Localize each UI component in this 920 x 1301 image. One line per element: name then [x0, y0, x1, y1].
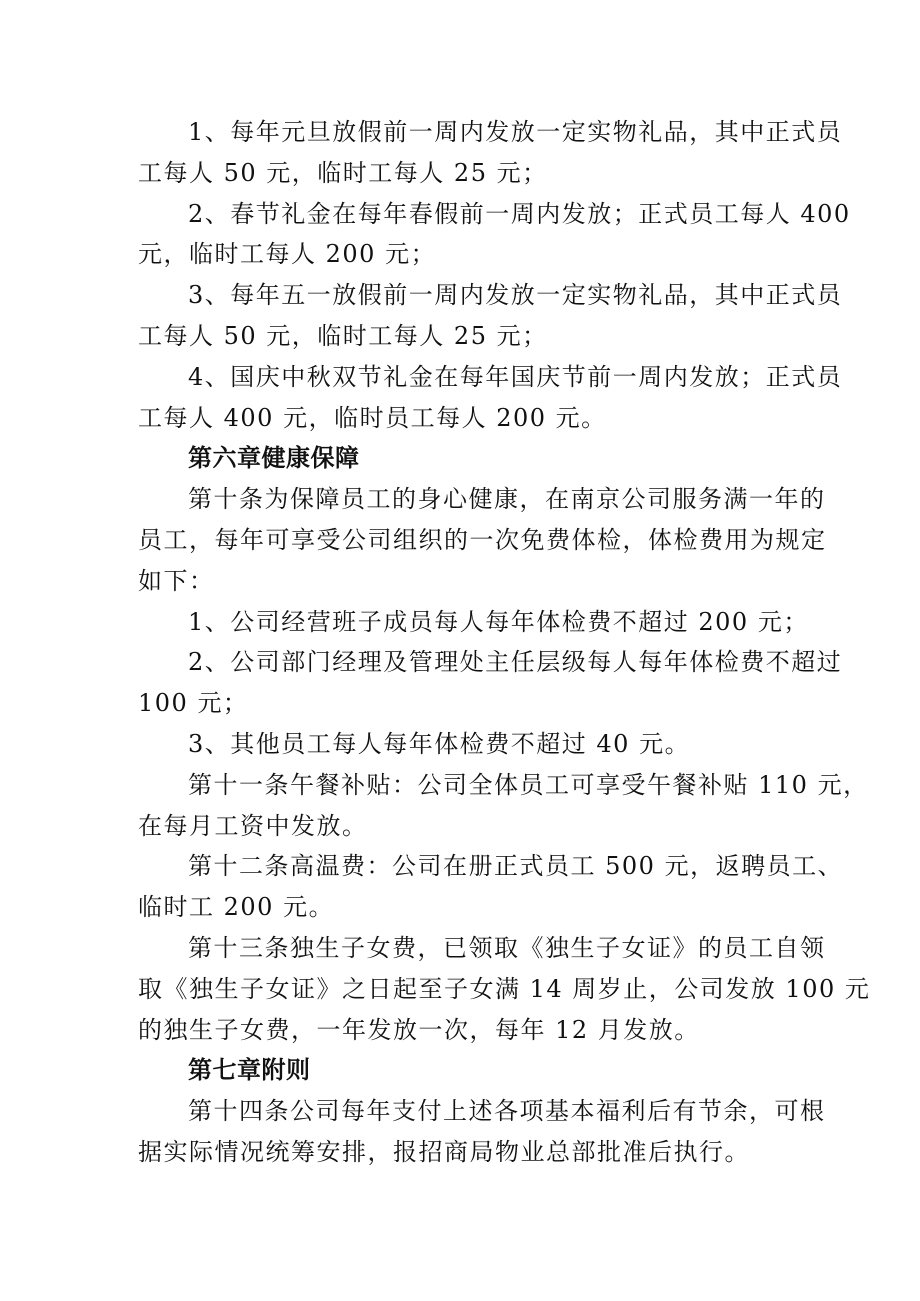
paragraph-line: 工每人 50 元，临时工每人 25 元； [138, 321, 548, 350]
paragraph-line: 2、春节礼金在每年春假前一周内发放；正式员工每人 400 [188, 199, 851, 228]
document-body [138, 112, 871, 1173]
paragraph-line: 工每人 400 元，临时员工每人 200 元。 [138, 403, 607, 432]
paragraph-line: 3、其他员工每人每年体检费不超过 40 元。 [188, 729, 691, 758]
paragraph-line: 如下： [138, 566, 215, 595]
paragraph-line: 1、公司经营班子成员每人每年体检费不超过 200 元； [188, 607, 809, 636]
paragraph-line: 1、每年元旦放假前一周内发放一定实物礼品，其中正式员 [188, 118, 843, 146]
paragraph-line: 第十一条午餐补贴：公司全体员工可享受午餐补贴 110 元， [188, 770, 869, 799]
paragraph-line: 4、国庆中秋双节礼金在每年国庆节前一周内发放；正式员 [188, 362, 843, 391]
paragraph-line: 取《独生子女证》之日起至子女满 14 周岁止，公司发放 100 元 [138, 974, 871, 1003]
paragraph-line: 第十四条公司每年支付上述各项基本福利后有节余，可根 [188, 1097, 826, 1126]
paragraph-line: 临时工 200 元。 [138, 893, 335, 922]
paragraph-line: 3、每年五一放假前一周内发放一定实物礼品，其中正式员 [188, 281, 843, 310]
paragraph-line: 第十三条独生子女费，已领取《独生子女证》的员工自领 [188, 933, 826, 962]
chapter-heading: 第六章健康保障 [188, 444, 360, 473]
paragraph-line: 员工，每年可享受公司组织的一次免费体检，体检费用为规定 [138, 525, 827, 554]
paragraph-line: 的独生子女费，一年发放一次，每年 12 月发放。 [138, 1015, 700, 1044]
paragraph-line: 元，临时工每人 200 元； [138, 240, 437, 269]
paragraph-line: 在每月工资中发放。 [138, 811, 368, 840]
paragraph-line: 第十条为保障员工的身心健康，在南京公司服务满一年的 [188, 485, 826, 514]
paragraph-line: 2、公司部门经理及管理处主任层级每人每年体检费不超过 [188, 648, 843, 677]
paragraph-line: 据实际情况统筹安排，报招商局物业总部批准后执行。 [138, 1137, 750, 1166]
paragraph-line: 第十二条高温费：公司在册正式员工 500 元，返聘员工、 [188, 852, 844, 881]
chapter-heading: 第七章附则 [188, 1056, 311, 1085]
paragraph-line: 工每人 50 元，临时工每人 25 元； [138, 158, 548, 187]
paragraph-line: 100 元； [138, 689, 249, 718]
